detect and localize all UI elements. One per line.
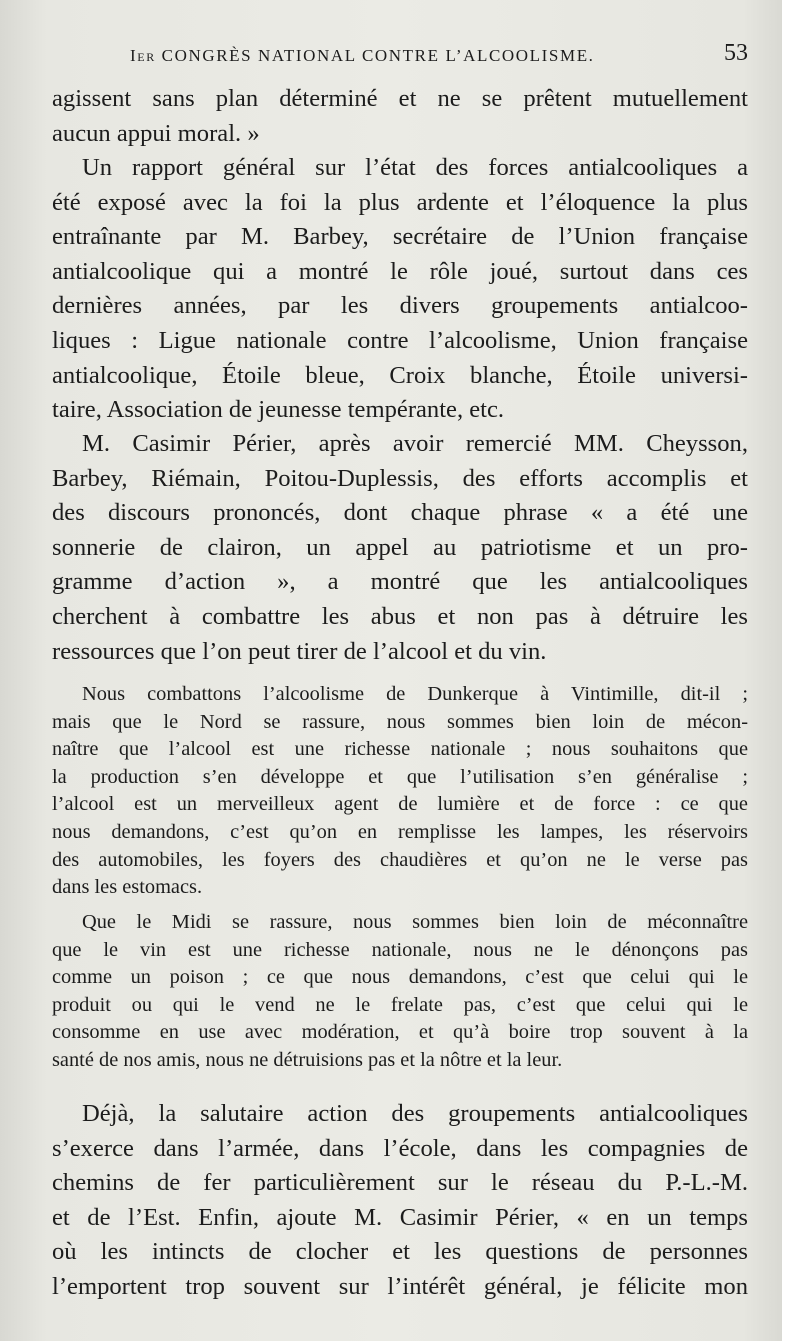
text-line: agissent sans plan déterminé et ne se prêtent mutuellement [52,85,748,112]
text-line: dernières années, par les divers groupements antialcoo- [52,292,748,320]
text-line: antialcoolique, Étoile bleue, Croix blanche, Étoile universi- [52,361,748,389]
text-line: et de l’Est. Enfin, ajoute M. Casimir Périer, « en un temps [52,1203,748,1231]
running-title: Ier CONGRÈS NATIONAL CONTRE L’ALCOOLISME. [130,46,595,65]
text-line: aucun appui moral. » [52,119,260,147]
text-line: ressources que l’on peut tirer de l’alcool et du vin. [52,637,547,665]
text-line: antialcoolique qui a montré le rôle joué, surtout dans ces [52,257,748,285]
text-line: Que le Midi se rassure, nous sommes bien loin de méconnaître [82,911,748,933]
text-line: cherchent à combattre les abus et non pas à détruire les [52,602,748,630]
text-line: où les intincts de clocher et les questions de personnes [52,1238,748,1266]
text-line: gramme d’action », a montré que les antialcooliques [52,568,748,596]
quotation-nord [52,681,748,902]
text-line: dans les estomacs. [52,876,203,899]
page-number: 53 [724,40,748,66]
text-line: nous demandons, c’est qu’on en remplisse les lampes, les réservoirs [52,820,748,843]
text-line: Un rapport général sur l’état des forces antialcooliques a [82,154,748,181]
text-line: la production s’en développe et que l’utilisation s’en généralise ; [52,765,748,788]
paragraph-continuation [52,82,748,151]
text-line: M. Casimir Périer, après avoir remercié MM. Cheysson, [82,430,748,457]
paragraph-action-groupements [52,1097,748,1305]
page-header [52,38,752,74]
text-line: comme un poison ; ce que nous demandons, c’est que celui qui le [52,966,748,989]
text-line: mais que le Nord se rassure, nous sommes bien loin de mécon- [52,710,748,733]
paragraph-rapport-general [52,151,748,428]
text-line: l’emportent trop souvent sur l’intérêt général, je félicite mon [52,1272,748,1300]
text-line: été exposé avec la foi la plus ardente et l’éloquence la plus [52,188,748,216]
text-line: liques : Ligue nationale contre l’alcoolisme, Union française [52,326,748,354]
text-line: Barbey, Riémain, Poitou-Duplessis, des efforts accomplis et [52,464,748,492]
text-line: entraînante par M. Barbey, secrétaire de l’Union française [52,223,748,251]
text-line: santé de nos amis, nous ne détruisions pas et la nôtre et la leur. [52,1048,563,1071]
quotation-midi [52,909,748,1075]
text-line: l’alcool est un merveilleux agent de lumière et de force : ce que [52,793,748,816]
text-line: consomme en use avec modération, et qu’à boire trop souvent à la [52,1021,748,1044]
text-line: chemins de fer particulièrement sur le réseau du P.-L.-M. [52,1169,748,1197]
text-line: Déjà, la salutaire action des groupements antialcooliques [82,1100,748,1127]
text-line: taire, Association de jeunesse tempérante, etc. [52,396,505,424]
text-line: des automobiles, les foyers des chaudières et qu’on ne le verse pas [52,848,748,871]
text-line: naître que l’alcool est une richesse nationale ; nous souhaitons que [52,738,748,761]
text-line: sonnerie de clairon, un appel au patriotisme et un pro- [52,533,748,561]
text-line: Nous combattons l’alcoolisme de Dunkerque à Vintimille, dit-il ; [82,683,748,705]
text-line: s’exerce dans l’armée, dans l’école, dans les compagnies de [52,1134,748,1162]
text-line: des discours prononcés, dont chaque phrase « a été une [52,499,748,527]
paragraph-casimir-perier [52,427,748,669]
text-line: produit ou qui le vend ne le frelate pas, c’est que celui qui le [52,993,748,1016]
page-edge [782,0,800,1341]
text-line: que le vin est une richesse nationale, nous ne le dénonçons pas [52,938,748,961]
